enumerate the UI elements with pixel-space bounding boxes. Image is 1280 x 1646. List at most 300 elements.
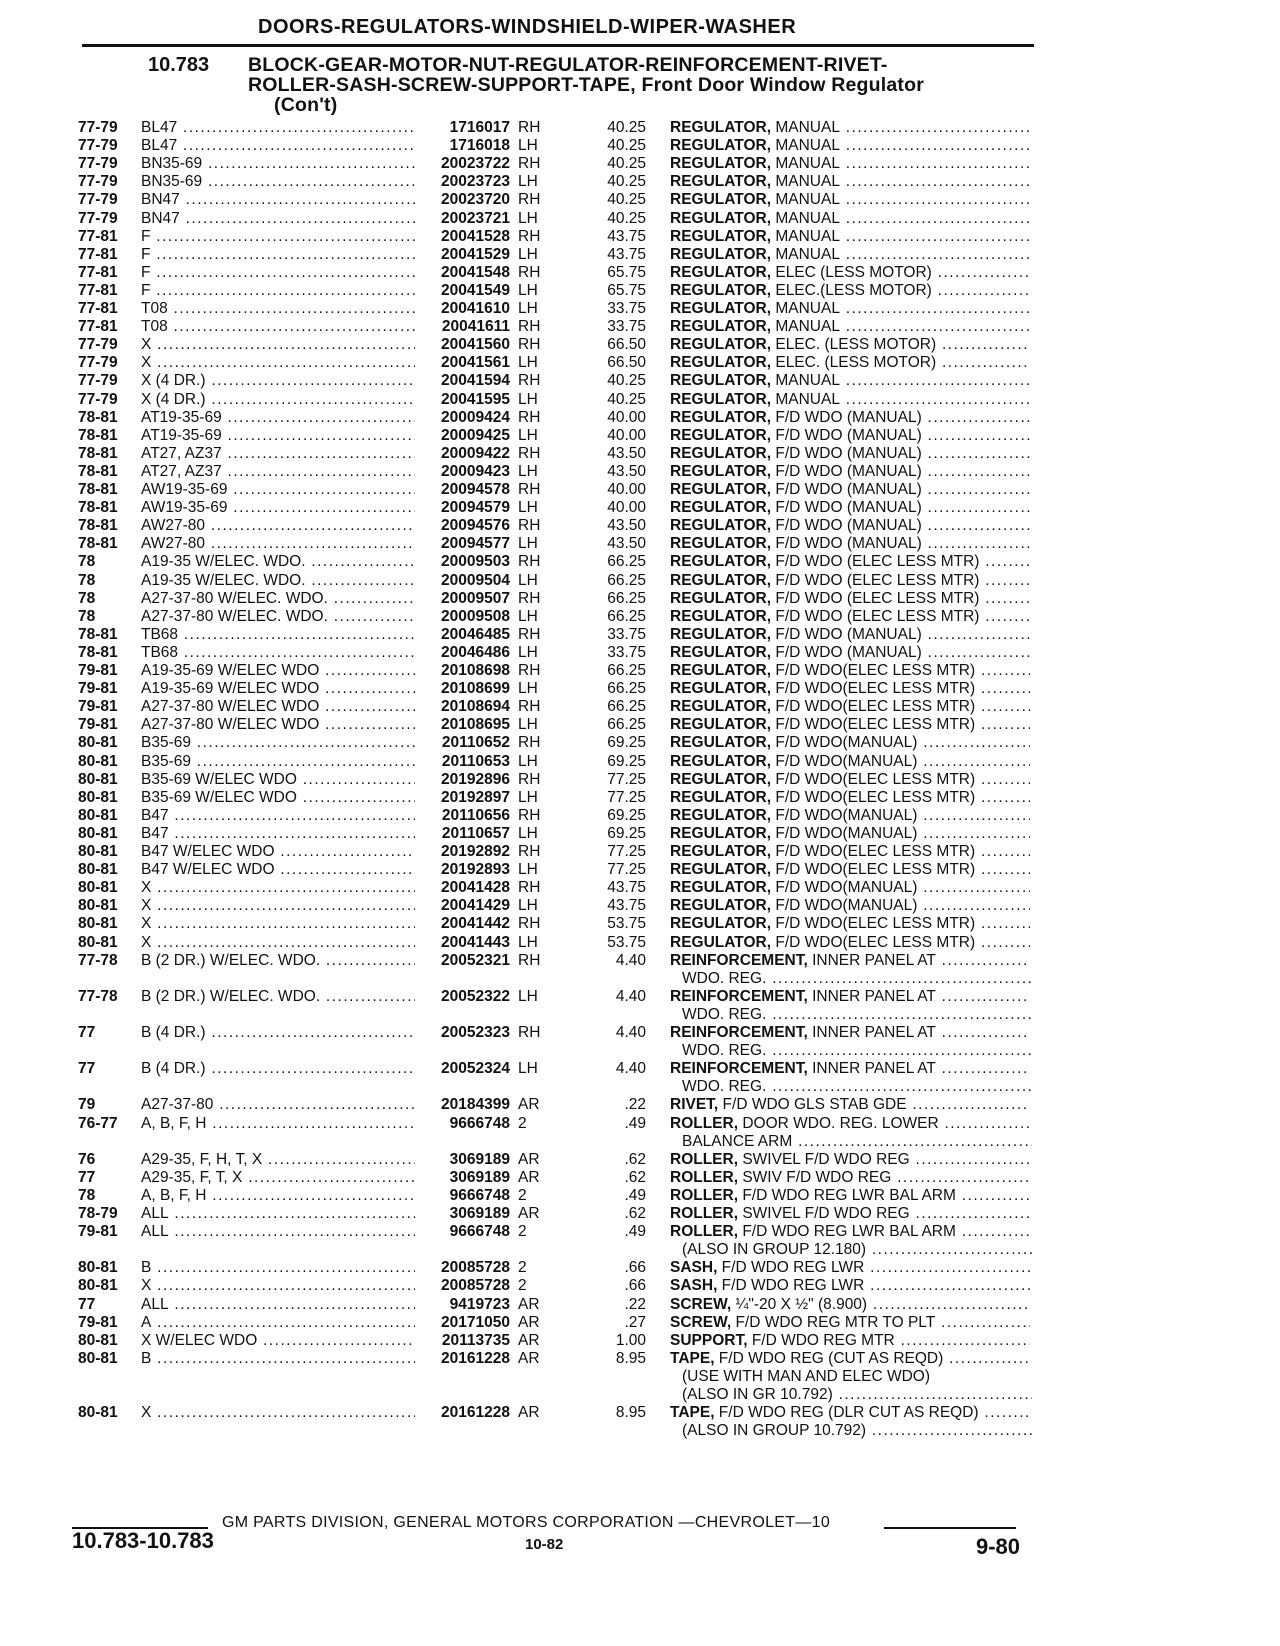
model-year: 77-79	[78, 137, 118, 155]
model-year: 77	[78, 1295, 96, 1313]
description-detail: F/D WDO REG LWR BAL ARM	[738, 1186, 956, 1204]
application: A27-37-80 .....	[141, 1095, 415, 1114]
side-qty: 2	[518, 1223, 527, 1241]
description	[670, 951, 1030, 970]
application: A29-35, F, T, X .....	[141, 1168, 415, 1187]
description-part-name: REGULATOR,	[670, 119, 772, 136]
price: .22	[624, 1295, 646, 1313]
description-detail: F/D WDO (MANUAL)	[771, 462, 922, 480]
table-row	[0, 172, 1280, 191]
side-qty: RH	[518, 1024, 541, 1041]
description-detail: F/D WDO(ELEC LESS MTR)	[771, 662, 976, 679]
side-qty: AR	[518, 1168, 540, 1186]
part-number: 20009424	[441, 408, 510, 426]
description	[670, 824, 1030, 843]
description	[670, 118, 1030, 137]
side-qty: RH	[518, 698, 541, 716]
model-year: 80-81	[78, 734, 118, 752]
part-number: 20110657	[441, 824, 510, 842]
price: 40.25	[607, 119, 646, 136]
description-detail: F/D WDO(MANUAL)	[771, 824, 918, 842]
table-row	[0, 752, 1280, 771]
description-part-name: REGULATOR,	[670, 680, 772, 698]
table-row	[0, 227, 1280, 246]
description-part-name: REGULATOR,	[670, 408, 772, 426]
part-number: 20009425	[441, 426, 510, 444]
application: B35-69 W/ELEC WDO .....	[141, 770, 415, 789]
description	[670, 1313, 1030, 1332]
table-row	[0, 860, 1280, 879]
price: 66.25	[607, 589, 646, 607]
model-year: 79	[78, 1096, 96, 1114]
description-detail: MANUAL	[771, 155, 840, 173]
description-part-name: REGULATOR,	[670, 390, 772, 408]
description-part-name: REGULATOR,	[670, 770, 772, 788]
part-number: 20023721	[441, 209, 510, 227]
model-year: 80-81	[78, 806, 118, 824]
model-year: 78-81	[78, 499, 118, 517]
side-qty: AR	[518, 1205, 540, 1222]
part-number: 20023722	[441, 155, 510, 173]
part-number: 1716018	[449, 137, 510, 155]
table-row	[0, 643, 1280, 662]
table-row	[0, 136, 1280, 155]
description-detail: ELEC.(LESS MOTOR)	[771, 281, 932, 299]
side-qty: RH	[518, 191, 541, 209]
description	[670, 661, 1030, 680]
model-year: 79-81	[78, 1313, 118, 1331]
part-number: 3069189	[449, 1168, 510, 1186]
description-part-name: REGULATOR,	[670, 843, 772, 860]
price: 65.75	[607, 263, 646, 281]
part-number: 20052323	[441, 1024, 510, 1041]
description-continuation: WDO. REG. .....	[682, 1077, 1032, 1096]
section-title-line-2: ROLLER-SASH-SCREW-SUPPORT-TAPE, Front Door Window Regulator	[248, 74, 925, 96]
application: B (4 DR.) .....	[141, 1059, 415, 1078]
application: B (2 DR.) W/ELEC. WDO. .....	[141, 987, 415, 1006]
part-number: 20110652	[441, 734, 510, 752]
price: 69.25	[607, 806, 646, 824]
price: .62	[624, 1168, 646, 1186]
application: A27-37-80 W/ELEC. WDO. .....	[141, 589, 415, 608]
price: 66.25	[607, 553, 646, 571]
table-row	[0, 1114, 1280, 1133]
application: AW19-35-69 .....	[141, 480, 415, 499]
side-qty: LH	[518, 788, 538, 806]
part-number: 20161228	[441, 1404, 510, 1422]
price: 43.75	[607, 227, 646, 245]
table-row	[0, 299, 1280, 318]
description-part-name: REGULATOR,	[670, 553, 772, 571]
description	[670, 1150, 1030, 1169]
description	[670, 878, 1030, 897]
price: 66.25	[607, 680, 646, 698]
description-part-name: SASH,	[670, 1259, 718, 1277]
description-part-name: REGULATOR,	[670, 281, 772, 299]
side-qty: LH	[518, 607, 538, 625]
application: AT19-35-69 .....	[141, 408, 415, 427]
description-detail: ELEC. (LESS MOTOR)	[771, 354, 937, 372]
model-year: 77	[78, 1060, 96, 1078]
table-row	[0, 444, 1280, 463]
description-detail: F/D WDO(ELEC LESS MTR)	[771, 716, 976, 734]
description-detail: SWIVEL F/D WDO REG	[738, 1150, 910, 1168]
application: AT27, AZ37 .....	[141, 462, 415, 481]
part-number: 20009508	[441, 607, 510, 625]
model-year: 80-81	[78, 1259, 118, 1277]
application: B47 .....	[141, 824, 415, 843]
application: A27-37-80 W/ELEC WDO .....	[141, 715, 415, 734]
part-number: 20009504	[441, 571, 510, 589]
application: A, B, F, H .....	[141, 1186, 415, 1205]
description	[670, 444, 1030, 463]
description-detail: SWIV F/D WDO REG	[738, 1168, 892, 1186]
table-row	[0, 1023, 1280, 1042]
description	[670, 788, 1030, 807]
application: ALL .....	[141, 1295, 415, 1314]
part-number: 20052321	[441, 951, 510, 969]
model-year: 79-81	[78, 680, 118, 698]
description-part-name: REGULATOR,	[670, 173, 772, 191]
application: F .....	[141, 245, 415, 264]
model-year: 77	[78, 1024, 96, 1041]
description-part-name: ROLLER,	[670, 1205, 739, 1222]
description-part-name: ROLLER,	[670, 1168, 739, 1186]
application: X .....	[141, 1276, 415, 1295]
model-year: 77-79	[78, 191, 118, 209]
side-qty: RH	[518, 155, 541, 173]
description-detail: INNER PANEL AT	[807, 1060, 936, 1078]
table-row	[0, 933, 1280, 952]
part-number: 20009423	[441, 462, 510, 480]
footer-page-number: 10-82	[525, 1536, 564, 1553]
side-qty: RH	[518, 553, 541, 571]
model-year: 78-81	[78, 625, 118, 643]
description-part-name: SUPPORT,	[670, 1331, 748, 1349]
price: 43.50	[607, 517, 646, 535]
description-part-name: REGULATOR,	[670, 155, 772, 173]
price: 66.25	[607, 607, 646, 625]
description	[670, 1114, 1030, 1133]
description	[670, 1186, 1030, 1205]
description	[670, 353, 1030, 372]
table-row	[0, 951, 1280, 970]
part-number: 3069189	[449, 1205, 510, 1222]
model-year: 78-81	[78, 426, 118, 444]
application: B .....	[141, 1349, 415, 1368]
description-part-name: ROLLER,	[670, 1114, 739, 1132]
model-year: 80-81	[78, 915, 118, 933]
description	[670, 335, 1030, 354]
price: 66.25	[607, 716, 646, 734]
description-detail: MANUAL	[771, 173, 840, 191]
description-detail: F/D WDO(ELEC LESS MTR)	[771, 680, 976, 698]
description-detail: MANUAL	[771, 390, 840, 408]
model-year: 79-81	[78, 662, 118, 679]
part-number: 20041560	[441, 336, 510, 354]
description-part-name: REGULATOR,	[670, 444, 772, 462]
price: 4.40	[615, 1024, 646, 1041]
description-detail: F/D WDO (ELEC LESS MTR)	[771, 589, 980, 607]
model-year: 78-79	[78, 1205, 118, 1222]
part-number: 3069189	[449, 1150, 510, 1168]
model-year: 80-81	[78, 770, 118, 788]
description	[670, 408, 1030, 427]
description	[670, 1331, 1030, 1350]
description	[670, 679, 1030, 698]
description-detail: F/D WDO REG MTR TO PLT	[731, 1313, 936, 1331]
description-detail: MANUAL	[771, 245, 840, 263]
price: 1.00	[615, 1331, 646, 1349]
table-row	[0, 516, 1280, 535]
table-row	[0, 1331, 1280, 1350]
price: 65.75	[607, 281, 646, 299]
description-continuation: (USE WITH MAN AND ELEC WDO)	[682, 1367, 931, 1385]
table-row	[0, 480, 1280, 499]
application: X .....	[141, 1403, 415, 1422]
model-year: 77-81	[78, 281, 118, 299]
model-year: 77	[78, 1168, 96, 1186]
description	[670, 227, 1030, 246]
side-qty: LH	[518, 752, 538, 770]
side-qty: 2	[518, 1114, 527, 1132]
side-qty: RH	[518, 481, 541, 498]
price: 53.75	[607, 915, 646, 933]
description-continuation: (ALSO IN GROUP 10.792) .....	[682, 1421, 1032, 1440]
description-detail: MANUAL	[771, 300, 840, 317]
side-qty: LH	[518, 987, 538, 1005]
part-number: 20041611	[441, 318, 510, 336]
model-year: 78	[78, 607, 96, 625]
description-detail: MANUAL	[771, 227, 840, 245]
table-row	[0, 1276, 1280, 1295]
description-part-name: REGULATOR,	[670, 716, 772, 734]
model-year: 80-81	[78, 933, 118, 951]
description-detail: F/D WDO (MANUAL)	[771, 643, 922, 661]
description-part-name: REGULATOR,	[670, 191, 772, 209]
footer-rule-right	[884, 1527, 1016, 1529]
description	[670, 190, 1030, 209]
description	[670, 589, 1030, 608]
description-part-name: REGULATOR,	[670, 897, 772, 915]
description-detail: INNER PANEL AT	[807, 951, 936, 969]
side-qty: LH	[518, 824, 538, 842]
application: BN47 .....	[141, 190, 415, 209]
part-number: 20041428	[441, 879, 510, 897]
description	[670, 1059, 1030, 1078]
price: .49	[624, 1223, 646, 1241]
description-part-name: REGULATOR,	[670, 824, 772, 842]
table-row	[0, 1222, 1280, 1241]
description-detail: F/D WDO (MANUAL)	[771, 535, 922, 553]
model-year: 78-81	[78, 408, 118, 426]
description	[670, 1258, 1030, 1277]
footer-publisher: GM PARTS DIVISION, GENERAL MOTORS CORPORATION —CHEVROLET—10	[222, 1514, 831, 1531]
description-detail: F/D WDO (ELEC LESS MTR)	[771, 571, 980, 589]
description	[670, 643, 1030, 662]
price: 8.95	[615, 1404, 646, 1422]
description	[670, 1204, 1030, 1223]
description-part-name: REGULATOR,	[670, 517, 772, 535]
price: 33.75	[607, 300, 646, 317]
part-number: 20161228	[441, 1349, 510, 1367]
description	[670, 426, 1030, 445]
application: A .....	[141, 1313, 415, 1332]
price: 4.40	[615, 1060, 646, 1078]
description-detail: F/D WDO REG MTR	[747, 1331, 895, 1349]
model-year: 78-81	[78, 643, 118, 661]
application: X .....	[141, 353, 415, 372]
application: ALL .....	[141, 1204, 415, 1223]
model-year: 77-81	[78, 300, 118, 317]
part-number: 20009503	[441, 553, 510, 571]
price: 43.50	[607, 444, 646, 462]
application: B35-69 .....	[141, 752, 415, 771]
side-qty: LH	[518, 354, 538, 372]
description-detail: F/D WDO(ELEC LESS MTR)	[771, 788, 976, 806]
description-part-name: REGULATOR,	[670, 643, 772, 661]
model-year: 77-78	[78, 987, 118, 1005]
model-year: 78-81	[78, 462, 118, 480]
part-number: 20110653	[441, 752, 510, 770]
application: F .....	[141, 281, 415, 300]
part-number: 20041548	[441, 263, 510, 281]
price: 66.25	[607, 662, 646, 679]
description-detail: MANUAL	[771, 372, 840, 390]
description-part-name: ROLLER,	[670, 1223, 739, 1241]
description-part-name: REINFORCEMENT,	[670, 951, 808, 969]
table-row	[0, 987, 1280, 1006]
side-qty: LH	[518, 300, 538, 317]
description-part-name: REGULATOR,	[670, 535, 772, 553]
model-year: 80-81	[78, 824, 118, 842]
description-continuation: WDO. REG. .....	[682, 1041, 1032, 1060]
part-number: 20085728	[441, 1259, 510, 1277]
part-number: 20113735	[441, 1331, 510, 1349]
description-part-name: REGULATOR,	[670, 861, 772, 879]
application: X .....	[141, 914, 415, 933]
description-detail: F/D WDO(ELEC LESS MTR)	[771, 933, 976, 951]
description	[670, 1222, 1030, 1241]
description-part-name: SCREW,	[670, 1313, 732, 1331]
description	[670, 625, 1030, 644]
side-qty: RH	[518, 734, 541, 752]
part-number: 20094578	[441, 481, 510, 498]
side-qty: LH	[518, 209, 538, 227]
description-detail: F/D WDO (ELEC LESS MTR)	[771, 553, 980, 571]
side-qty: RH	[518, 336, 541, 354]
description-detail: F/D WDO GLS STAB GDE	[718, 1096, 907, 1114]
description	[670, 498, 1030, 517]
description-detail: INNER PANEL AT	[807, 1024, 936, 1041]
side-qty: RH	[518, 879, 541, 897]
description-detail: F/D WDO(ELEC LESS MTR)	[771, 843, 976, 860]
table-row	[0, 733, 1280, 752]
description-part-name: REGULATOR,	[670, 227, 772, 245]
description-detail: F/D WDO (MANUAL)	[771, 426, 922, 444]
description-part-name: TAPE,	[670, 1404, 715, 1422]
description	[670, 1349, 1030, 1368]
application: BN35-69 .....	[141, 154, 415, 173]
application: ALL .....	[141, 1222, 415, 1241]
description-detail: F/D WDO REG (CUT AS REQD)	[714, 1349, 944, 1367]
description-part-name: REGULATOR,	[670, 607, 772, 625]
description-part-name: REGULATOR,	[670, 245, 772, 263]
price: 8.95	[615, 1349, 646, 1367]
side-qty: LH	[518, 137, 538, 155]
description-detail: DOOR WDO. REG. LOWER	[738, 1114, 939, 1132]
price: 43.75	[607, 245, 646, 263]
description	[670, 390, 1030, 409]
description-part-name: ROLLER,	[670, 1150, 739, 1168]
price: .49	[624, 1114, 646, 1132]
price: .62	[624, 1205, 646, 1222]
description-part-name: REGULATOR,	[670, 263, 772, 281]
price: 43.50	[607, 462, 646, 480]
side-qty: RH	[518, 951, 541, 969]
application: TB68 .....	[141, 625, 415, 644]
description	[670, 462, 1030, 481]
price: 77.25	[607, 788, 646, 806]
price: 40.00	[607, 481, 646, 498]
price: 40.25	[607, 372, 646, 390]
description	[670, 1403, 1030, 1422]
side-qty: AR	[518, 1331, 540, 1349]
description	[670, 752, 1030, 771]
price: .27	[624, 1313, 646, 1331]
description-detail: F/D WDO(ELEC LESS MTR)	[771, 915, 976, 933]
part-number: 20192892	[441, 843, 510, 860]
description-part-name: REGULATOR,	[670, 806, 772, 824]
price: 33.75	[607, 643, 646, 661]
model-year: 77-79	[78, 336, 118, 354]
description	[670, 715, 1030, 734]
model-year: 77-78	[78, 951, 118, 969]
side-qty: RH	[518, 806, 541, 824]
description-part-name: REGULATOR,	[670, 571, 772, 589]
description	[670, 480, 1030, 499]
part-number: 20192897	[441, 788, 510, 806]
price: 43.75	[607, 879, 646, 897]
model-year: 77-81	[78, 318, 118, 336]
description	[670, 987, 1030, 1006]
description	[670, 842, 1030, 861]
side-qty: RH	[518, 318, 541, 336]
description-detail: MANUAL	[771, 119, 840, 136]
side-qty: LH	[518, 173, 538, 191]
description	[670, 1295, 1030, 1314]
description-detail: ¼"-20 X ½" (8.900)	[731, 1295, 868, 1313]
description-part-name: TAPE,	[670, 1349, 715, 1367]
description	[670, 136, 1030, 155]
side-qty: LH	[518, 571, 538, 589]
model-year: 78	[78, 1186, 96, 1204]
part-number: 20192896	[441, 770, 510, 788]
table-row	[0, 1258, 1280, 1277]
table-row	[0, 1186, 1280, 1205]
price: 40.00	[607, 408, 646, 426]
table-row	[0, 390, 1280, 409]
description-detail: F/D WDO (MANUAL)	[771, 408, 922, 426]
price: 66.25	[607, 698, 646, 716]
application: BN47 .....	[141, 209, 415, 228]
description-part-name: REGULATOR,	[670, 698, 772, 716]
application: A19-35 W/ELEC. WDO. .....	[141, 552, 415, 571]
price: 40.00	[607, 499, 646, 517]
description-part-name: REGULATOR,	[670, 788, 772, 806]
description	[670, 607, 1030, 626]
price: 77.25	[607, 843, 646, 860]
